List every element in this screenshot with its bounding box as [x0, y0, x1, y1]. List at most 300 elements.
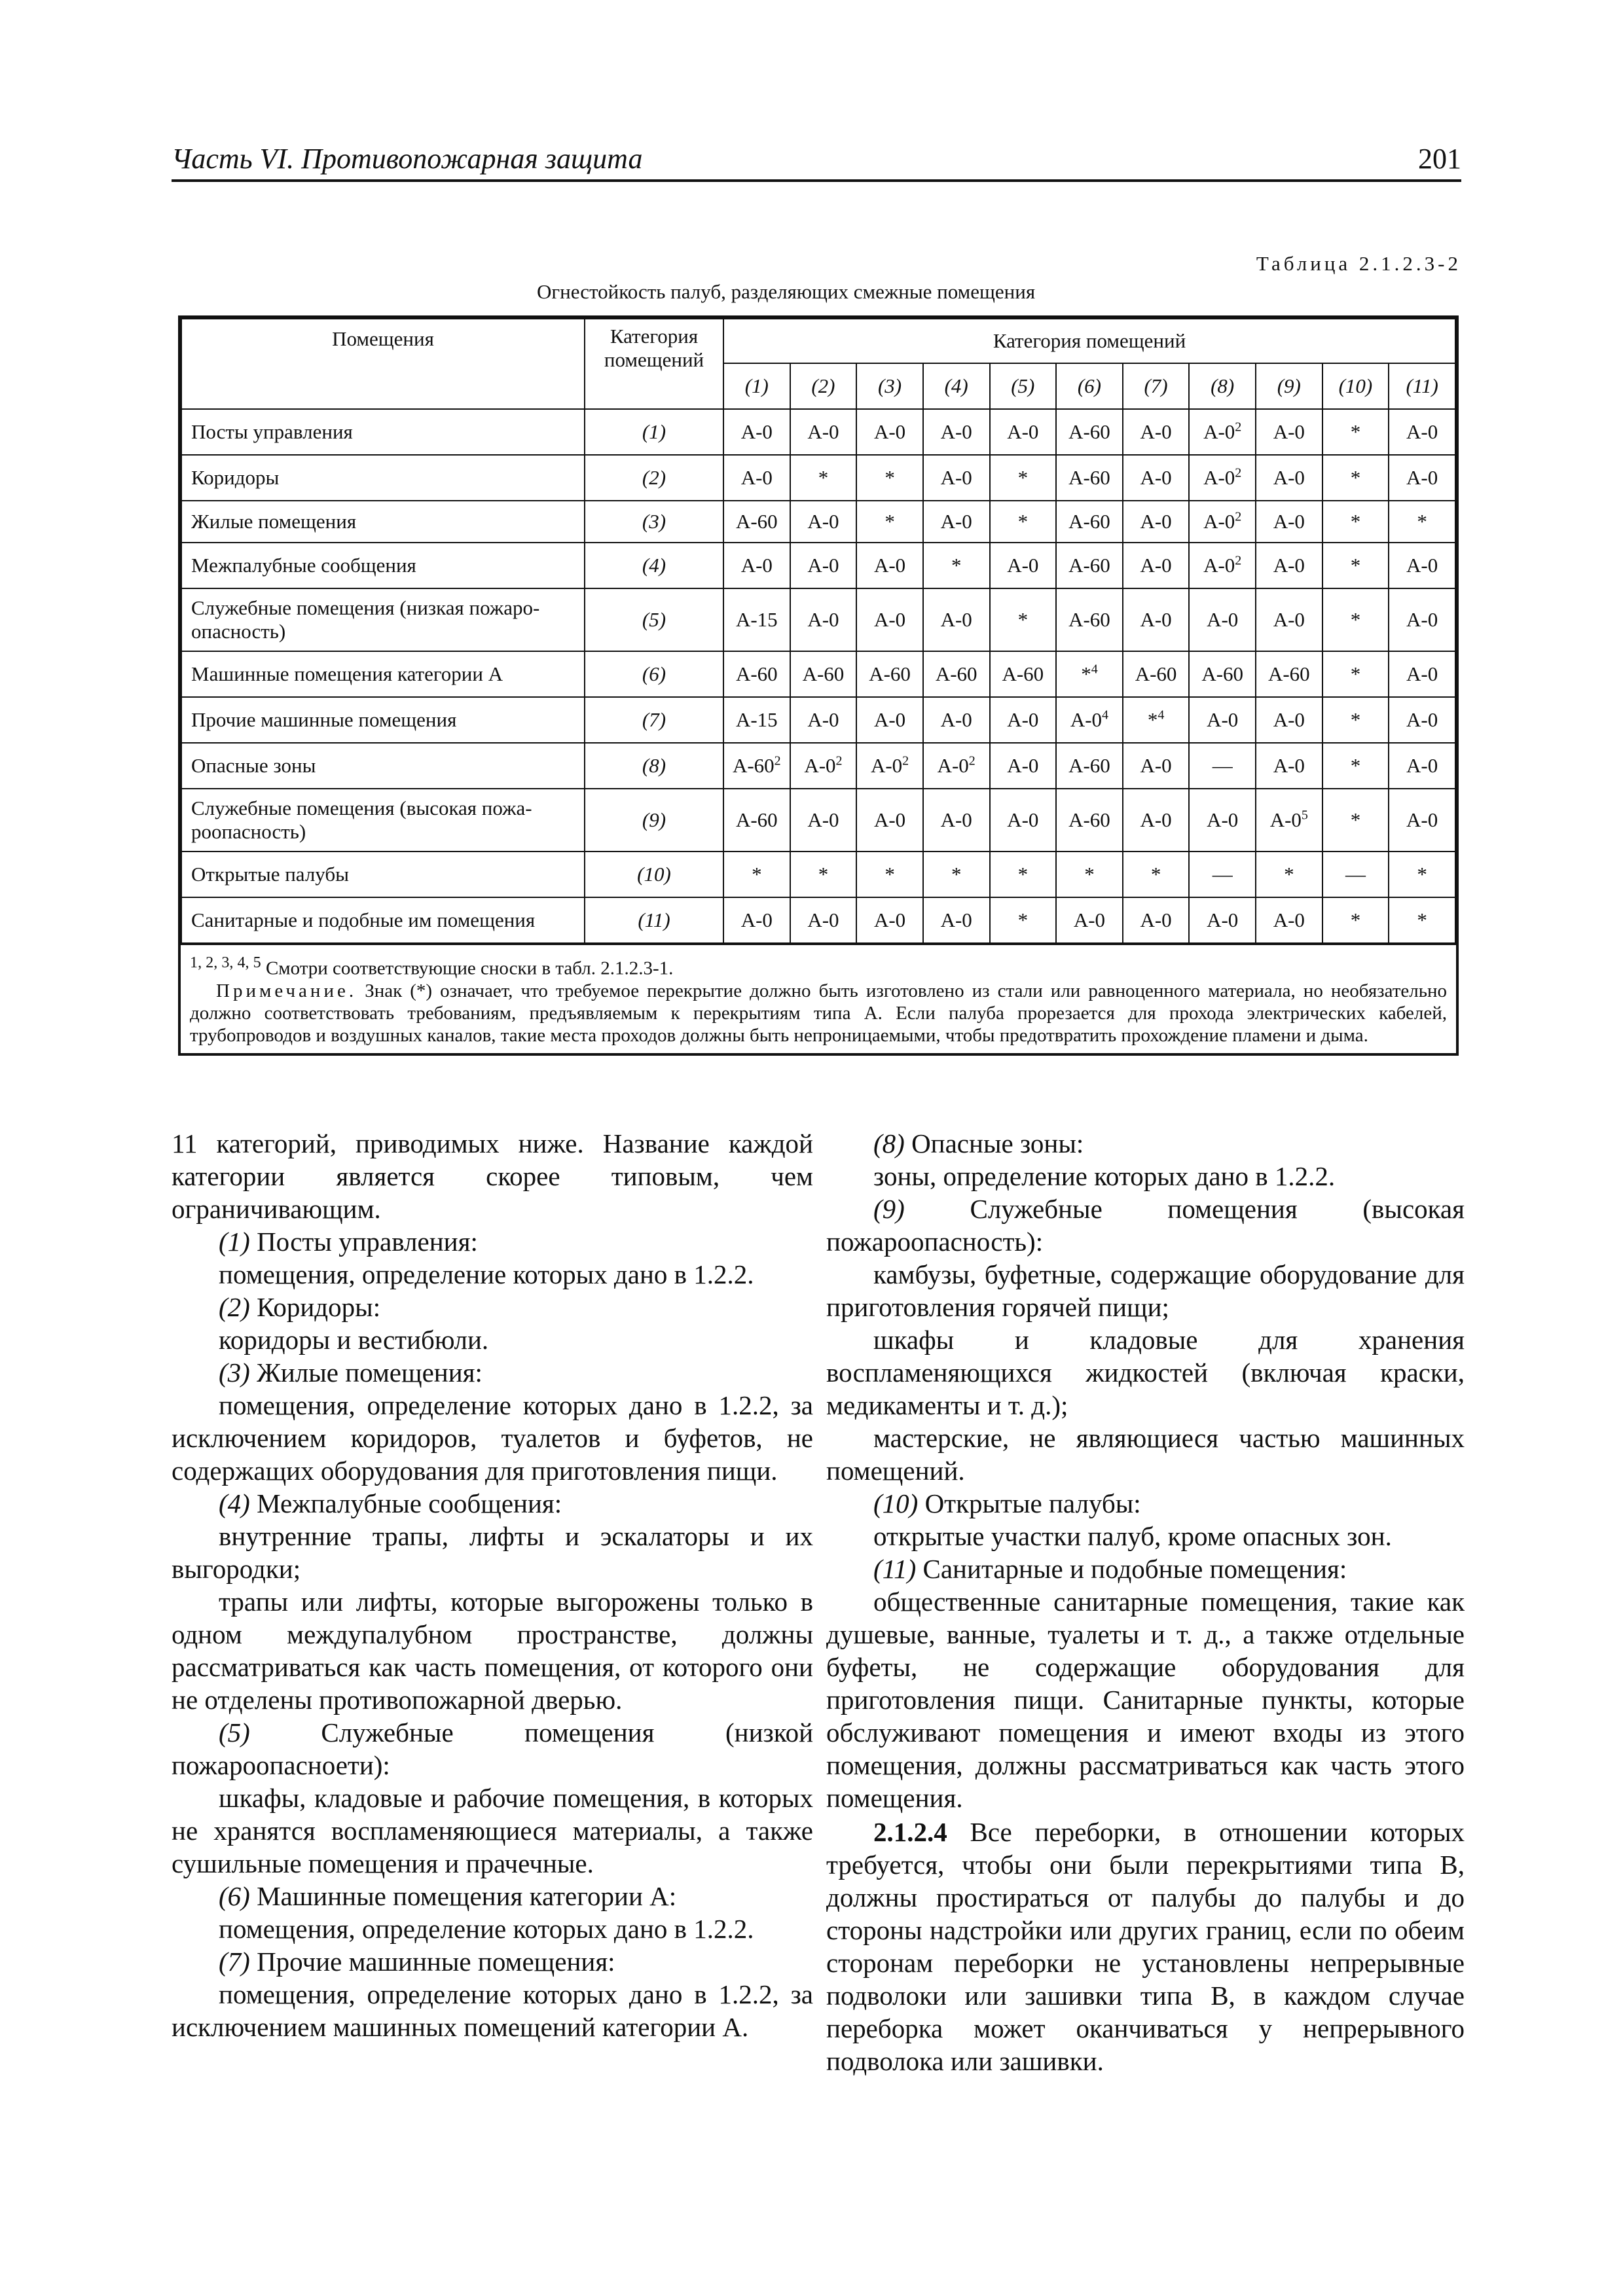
body-paragraph: шкафы, кладовые и рабочие помещения, в которых не хранятся воспламеняющиеся материалы, а также сушильные помещения и прачечные. — [172, 1783, 813, 1878]
column-number: (6) — [1056, 363, 1123, 409]
body-paragraph: трапы или лифты, которые выгорожены только в одном междупалубном пространстве, должны рассматриваться как часть помещения, от которого они не отделены противопожарной дверью. — [172, 1587, 813, 1715]
rating-cell — [856, 897, 923, 943]
category-title: Межпалубные сообщения: — [257, 1488, 562, 1518]
rating-value: А-0 — [1140, 466, 1172, 489]
rating-value: * — [884, 510, 895, 533]
rating-value: * — [1017, 466, 1029, 489]
rating-value: * — [1084, 863, 1095, 886]
rating-value: * — [884, 466, 895, 489]
rating-cell — [1056, 743, 1123, 789]
category-title: Санитарные и подобные помещения: — [922, 1554, 1347, 1584]
table-title: Огнестойкость палуб, разделяющих смежные помещения — [537, 280, 1036, 303]
fire-resistance-table — [178, 315, 1459, 1056]
rating-cell — [990, 651, 1057, 697]
rating-value: А-0 — [740, 466, 773, 489]
rating-value: А-60 — [1068, 608, 1110, 631]
rating-cell — [790, 543, 857, 588]
room-name-cell: Открытые палубы — [181, 852, 585, 897]
rating-value: А-0 — [1073, 908, 1106, 931]
category-title: Машинные помещения категории А: — [257, 1881, 677, 1911]
rating-cell — [790, 501, 857, 543]
room-category-cell: (1) — [585, 409, 723, 455]
rating-value: А-60 — [1267, 662, 1310, 685]
rating-footnote-ref: 4 — [1158, 708, 1165, 723]
table-row — [181, 543, 1455, 588]
rating-value: А-0 — [1273, 754, 1305, 777]
rating-value: * — [1017, 908, 1029, 931]
column-number: (1) — [723, 363, 790, 409]
rating-cell — [1123, 543, 1190, 588]
rating-value: А-0 — [1273, 708, 1305, 731]
rating-cell — [1189, 501, 1256, 543]
category-heading — [172, 1356, 813, 1389]
rating-cell — [723, 852, 790, 897]
rating-cell — [1056, 501, 1123, 543]
rating-value: А-0 — [807, 554, 839, 577]
rating-cell — [856, 455, 923, 501]
category-title: Коридоры: — [257, 1292, 381, 1322]
category-heading — [172, 1291, 813, 1323]
rating-value: А-0 — [1273, 510, 1305, 533]
rating-value: * — [1350, 754, 1361, 777]
rating-cell — [790, 409, 857, 455]
rating-cell — [1256, 409, 1322, 455]
rating-value: А-60 — [935, 662, 977, 685]
rating-value: А-0 — [873, 808, 906, 831]
column-number: (11) — [1389, 363, 1455, 409]
rating-cell — [923, 789, 990, 852]
room-name-cell: Служебные помещения (низкая пожаро-опасность) — [181, 588, 585, 651]
rating-value: А-60 — [1002, 662, 1044, 685]
rating-cell — [1056, 897, 1123, 943]
rating-cell — [1256, 789, 1322, 852]
left-text-column — [172, 1127, 813, 2043]
rating-footnote-ref: 5 — [1301, 808, 1308, 823]
room-category-cell: (9) — [585, 789, 723, 852]
rating-footnote-ref: 2 — [1235, 553, 1242, 568]
rating-cell — [723, 697, 790, 743]
page-number: 201 — [1418, 143, 1461, 175]
body-paragraph: помещения, определение которых дано в 1.2.2, за исключением коридоров, туалетов и буфетов, не содержащих оборудования для приготовления пищи. — [172, 1390, 813, 1486]
rating-cell — [1189, 789, 1256, 852]
header-category-group: Категория помещений — [723, 319, 1455, 363]
category-title: Служебные помещения (низкой пожароопасноети): — [172, 1717, 814, 1780]
rating-value: А-0 — [807, 608, 839, 631]
rating-cell — [1256, 588, 1322, 651]
room-category-cell: (2) — [585, 455, 723, 501]
rating-value: * — [951, 863, 962, 886]
column-number: (8) — [1189, 363, 1256, 409]
rating-cell — [723, 651, 790, 697]
category-number: (3) — [219, 1357, 250, 1388]
room-category-cell: (10) — [585, 852, 723, 897]
rating-cell — [1056, 852, 1123, 897]
rating-value: А-60 — [1068, 808, 1110, 831]
rating-cell — [1189, 588, 1256, 651]
rating-footnote-ref: 2 — [1235, 509, 1242, 524]
rating-cell — [1389, 588, 1455, 651]
rating-cell — [723, 588, 790, 651]
category-heading — [172, 1945, 813, 1978]
rating-cell — [1322, 651, 1389, 697]
rating-cell — [1189, 543, 1256, 588]
rating-value: * — [1350, 420, 1361, 443]
rating-value: * — [1350, 708, 1361, 731]
table-row — [181, 651, 1455, 697]
data-table — [181, 318, 1456, 944]
rating-value: А-0 — [1406, 662, 1438, 685]
rating-value: * — [1017, 608, 1029, 631]
category-number: (4) — [219, 1488, 250, 1518]
rating-value: * — [818, 466, 829, 489]
rating-value: — — [1345, 863, 1366, 886]
rating-value: А-0 — [1140, 420, 1172, 443]
rating-value: * — [1350, 510, 1361, 533]
category-number: (2) — [219, 1292, 250, 1322]
room-category-cell: (3) — [585, 501, 723, 543]
rating-value: * — [1350, 554, 1361, 577]
rating-value: А-0 — [807, 908, 839, 931]
right-text-column — [826, 1127, 1465, 2077]
rating-cell — [1123, 651, 1190, 697]
rating-cell — [856, 543, 923, 588]
column-number: (10) — [1322, 363, 1389, 409]
column-number: (2) — [790, 363, 857, 409]
rating-value: А-0 — [740, 420, 773, 443]
footnote-marks: 1, 2, 3, 4, 5 — [190, 954, 261, 971]
rating-cell — [723, 789, 790, 852]
rating-cell — [790, 789, 857, 852]
rating-cell — [1123, 852, 1190, 897]
table-row — [181, 697, 1455, 743]
rating-value: * — [1350, 466, 1361, 489]
rating-value: А-0 — [873, 908, 906, 931]
rating-value: А-60 — [1068, 754, 1110, 777]
table-row — [181, 743, 1455, 789]
rating-footnote-ref: 4 — [1102, 708, 1109, 723]
rating-cell — [1389, 409, 1455, 455]
rating-cell — [1389, 852, 1455, 897]
rating-value: А-0 — [1207, 608, 1239, 631]
category-number: (1) — [219, 1227, 250, 1257]
rating-value: * — [1350, 662, 1361, 685]
rating-cell — [790, 852, 857, 897]
rating-cell — [1389, 697, 1455, 743]
rating-cell — [1056, 588, 1123, 651]
table-label: Таблица 2.1.2.3-2 — [1256, 252, 1461, 275]
rating-value: А-0 — [1007, 420, 1039, 443]
rating-cell — [923, 455, 990, 501]
rating-value: А-0 — [1273, 420, 1305, 443]
rating-value: А-0 — [873, 608, 906, 631]
rating-cell — [1123, 897, 1190, 943]
table-row — [181, 897, 1455, 943]
rating-cell — [856, 651, 923, 697]
rating-value: * — [1017, 863, 1029, 886]
rating-value: А-0 — [940, 510, 972, 533]
body-paragraph: общественные санитарные помещения, такие как душевые, ванные, туалеты и т. д., а также отдельные буфеты, не содержащие оборудования для приготовления пищи. Санитарные пункты, которые обслуживают помещения и имеют входы из этого помещения, должны рассматриваться как часть этого помещения. — [826, 1587, 1465, 1813]
room-name-cell: Опасные зоны — [181, 743, 585, 789]
rating-cell — [990, 743, 1057, 789]
rating-value: А-60 — [732, 754, 775, 777]
running-header — [172, 140, 1461, 182]
rating-value: А-0 — [1203, 554, 1235, 577]
rating-cell — [1322, 897, 1389, 943]
body-paragraph: зоны, определение которых дано в 1.2.2. — [873, 1161, 1336, 1191]
rating-value: * — [752, 863, 762, 886]
rating-value: А-0 — [1207, 708, 1239, 731]
rating-cell — [1389, 455, 1455, 501]
rating-cell — [923, 588, 990, 651]
rating-cell — [723, 543, 790, 588]
rating-cell — [1256, 852, 1322, 897]
note-label: Примечание. — [216, 980, 357, 1001]
rating-value: * — [1284, 863, 1294, 886]
section-number: 2.1.2.4 — [873, 1817, 947, 1847]
category-heading — [826, 1193, 1465, 1258]
room-category-cell: (8) — [585, 743, 723, 789]
rating-value: А-60 — [1068, 420, 1110, 443]
category-number: (11) — [873, 1554, 917, 1584]
rating-value: А-0 — [1406, 808, 1438, 831]
rating-cell — [1123, 789, 1190, 852]
rating-cell — [790, 651, 857, 697]
running-title: Часть VI. Противопожарная защита — [172, 143, 643, 175]
rating-cell — [856, 743, 923, 789]
rating-value: А-0 — [1007, 554, 1039, 577]
room-category-cell: (6) — [585, 651, 723, 697]
rating-cell — [990, 789, 1057, 852]
rating-cell — [856, 852, 923, 897]
rating-cell — [1322, 789, 1389, 852]
category-heading — [172, 1225, 813, 1258]
rating-value: А-0 — [940, 808, 972, 831]
rating-cell — [1389, 651, 1455, 697]
rating-value: * — [1417, 908, 1427, 931]
rating-cell — [790, 743, 857, 789]
rating-value: * — [1417, 863, 1427, 886]
category-number: (9) — [873, 1194, 905, 1224]
rating-value: А-60 — [735, 662, 778, 685]
rating-value: — — [1212, 863, 1233, 886]
rating-cell — [1056, 697, 1123, 743]
rating-cell — [856, 789, 923, 852]
rating-value: А-0 — [1273, 554, 1305, 577]
rating-cell — [923, 697, 990, 743]
rating-cell — [990, 543, 1057, 588]
rating-footnote-ref: 2 — [1235, 465, 1242, 480]
rating-footnote-ref: 2 — [774, 753, 781, 768]
rating-value: А-0 — [807, 420, 839, 443]
body-paragraph: 11 категорий, приводимых ниже. Название каждой категории является скорее типовым, чем ограничивающим. — [172, 1128, 813, 1224]
section-paragraph — [826, 1816, 1465, 2077]
rating-value: А-0 — [1273, 466, 1305, 489]
column-number: (9) — [1256, 363, 1322, 409]
rating-cell — [1189, 852, 1256, 897]
rating-cell — [923, 852, 990, 897]
rating-cell — [990, 897, 1057, 943]
category-number: (6) — [219, 1881, 250, 1911]
rating-cell — [1123, 409, 1190, 455]
table-row — [181, 588, 1455, 651]
rating-footnote-ref: 2 — [902, 753, 909, 768]
category-heading — [826, 1552, 1465, 1585]
rating-value: А-0 — [937, 754, 969, 777]
rating-cell — [1123, 588, 1190, 651]
room-name-cell: Коридоры — [181, 455, 585, 501]
rating-cell — [1056, 789, 1123, 852]
section-text: Все переборки, в отношении которых требуется, чтобы они были перекрытиями типа В, должны простираться от палубы до палубы и до стороны надстройки или других границ, если по обеим сторонам переборки не установлены непрерывные подволоки или зашивки типа В, в каждом случае переборка может оканчиваться у непрерывного подволока или зашивки. — [826, 1817, 1465, 2076]
rating-cell — [856, 501, 923, 543]
rating-value: * — [1417, 510, 1427, 533]
rating-cell — [1056, 409, 1123, 455]
rating-cell — [723, 409, 790, 455]
category-number: (5) — [219, 1717, 250, 1748]
rating-cell — [923, 409, 990, 455]
room-name-cell: Прочие машинные помещения — [181, 697, 585, 743]
rating-value: А-0 — [940, 420, 972, 443]
rating-value: А-60 — [802, 662, 845, 685]
rating-value: А-0 — [1007, 754, 1039, 777]
rating-cell — [1256, 543, 1322, 588]
rating-value: А-60 — [1201, 662, 1244, 685]
rating-cell — [1256, 651, 1322, 697]
rating-value: А-15 — [735, 708, 778, 731]
rating-cell — [1322, 543, 1389, 588]
rating-value: А-0 — [1140, 908, 1172, 931]
note-text: Знак (*) означает, что требуемое перекрытие должно быть изготовлено из стали или равноценного материала, но необязательно должно соответствовать требованиям, предъявляемым к перекрытиям типа А. Если палуба прорезается для прохода электрических кабелей, трубопроводов и воздушных каналов, такие места проходов должны быть непроницаемыми, чтобы предотвратить прохождение пламени и дыма. — [190, 980, 1448, 1046]
rating-cell — [1389, 897, 1455, 943]
rating-cell — [1256, 743, 1322, 789]
rating-value: — — [1212, 754, 1233, 777]
rating-footnote-ref: 2 — [968, 753, 976, 768]
rating-value: А-0 — [1140, 754, 1172, 777]
rating-value: А-60 — [1135, 662, 1177, 685]
rating-cell — [1189, 897, 1256, 943]
rating-cell — [723, 743, 790, 789]
rating-value: А-0 — [740, 908, 773, 931]
rating-cell — [723, 897, 790, 943]
table-row — [181, 789, 1455, 852]
rating-value: * — [1350, 608, 1361, 631]
rating-value: А-60 — [735, 510, 778, 533]
rating-value: А-0 — [870, 754, 903, 777]
rating-value: А-0 — [940, 908, 972, 931]
rating-value: А-0 — [940, 608, 972, 631]
rating-cell — [1389, 743, 1455, 789]
rating-value: А-0 — [1406, 554, 1438, 577]
rating-value: А-0 — [1406, 754, 1438, 777]
rating-cell — [790, 897, 857, 943]
body-paragraph: шкафы и кладовые для хранения воспламеняющихся жидкостей (включая краски, медикаменты и т. д.); — [826, 1325, 1465, 1420]
column-number: (3) — [856, 363, 923, 409]
rating-value: А-0 — [940, 708, 972, 731]
rating-cell — [1189, 651, 1256, 697]
body-paragraph: помещения, определение которых дано в 1.2.2. — [219, 1259, 754, 1289]
rating-cell — [1056, 543, 1123, 588]
rating-cell — [1123, 501, 1190, 543]
category-number: (7) — [219, 1946, 250, 1977]
rating-value: А-0 — [1007, 808, 1039, 831]
rating-value: А-0 — [1140, 808, 1172, 831]
rating-cell — [723, 455, 790, 501]
rating-cell — [1322, 852, 1389, 897]
header-category: Категория помещений — [585, 319, 723, 409]
rating-cell — [990, 852, 1057, 897]
rating-value: * — [1017, 510, 1029, 533]
note-paragraph — [190, 980, 1447, 1047]
category-title: Опасные зоны: — [911, 1128, 1084, 1158]
rating-value: * — [1350, 808, 1361, 831]
rating-value: * — [1147, 708, 1158, 731]
body-paragraph: открытые участки палуб, кроме опасных зон. — [873, 1521, 1392, 1551]
table-row — [181, 501, 1455, 543]
rating-cell — [856, 697, 923, 743]
rating-cell — [923, 651, 990, 697]
room-category-cell: (4) — [585, 543, 723, 588]
rating-cell — [990, 409, 1057, 455]
rating-value: А-60 — [869, 662, 911, 685]
rating-value: А-0 — [1273, 608, 1305, 631]
rating-cell — [990, 501, 1057, 543]
table-body — [181, 409, 1455, 943]
room-category-cell: (7) — [585, 697, 723, 743]
category-number: (8) — [873, 1128, 905, 1158]
rating-value: А-0 — [1007, 708, 1039, 731]
category-heading — [172, 1487, 813, 1520]
rating-cell — [1256, 501, 1322, 543]
rating-value: А-15 — [735, 608, 778, 631]
rating-cell — [856, 588, 923, 651]
table-row — [181, 852, 1455, 897]
table-notes — [181, 944, 1456, 1053]
rating-cell — [856, 409, 923, 455]
rating-cell — [1389, 789, 1455, 852]
body-paragraph: внутренние трапы, лифты и эскалаторы и их выгородки; — [172, 1521, 813, 1584]
rating-cell — [1322, 409, 1389, 455]
rating-cell — [1389, 501, 1455, 543]
rating-value: * — [818, 863, 829, 886]
rating-value: А-0 — [873, 420, 906, 443]
rating-footnote-ref: 2 — [1235, 420, 1242, 435]
rating-value: А-0 — [807, 708, 839, 731]
rating-value: А-60 — [735, 808, 778, 831]
column-number: (7) — [1123, 363, 1190, 409]
rating-cell — [990, 455, 1057, 501]
body-paragraph: помещения, определение которых дано в 1.2.2, за исключением машинных помещений категории А. — [172, 1979, 813, 2042]
rating-cell — [790, 455, 857, 501]
rating-value: * — [1150, 863, 1161, 886]
rating-value: А-0 — [1203, 466, 1235, 489]
rating-value: А-0 — [873, 708, 906, 731]
rating-cell — [1322, 501, 1389, 543]
rating-value: А-0 — [1203, 420, 1235, 443]
rating-cell — [1322, 455, 1389, 501]
rating-cell — [1256, 897, 1322, 943]
room-name-cell: Служебные помещения (высокая пожа-роопасность) — [181, 789, 585, 852]
category-title: Посты управления: — [257, 1227, 478, 1257]
rating-value: * — [1350, 908, 1361, 931]
rating-cell — [1189, 743, 1256, 789]
column-number: (5) — [990, 363, 1057, 409]
rating-value: А-0 — [873, 554, 906, 577]
category-heading — [172, 1880, 813, 1912]
rating-cell — [1256, 697, 1322, 743]
rating-cell — [990, 697, 1057, 743]
category-heading — [826, 1127, 1465, 1160]
rating-value: А-0 — [1140, 608, 1172, 631]
rating-cell — [923, 743, 990, 789]
